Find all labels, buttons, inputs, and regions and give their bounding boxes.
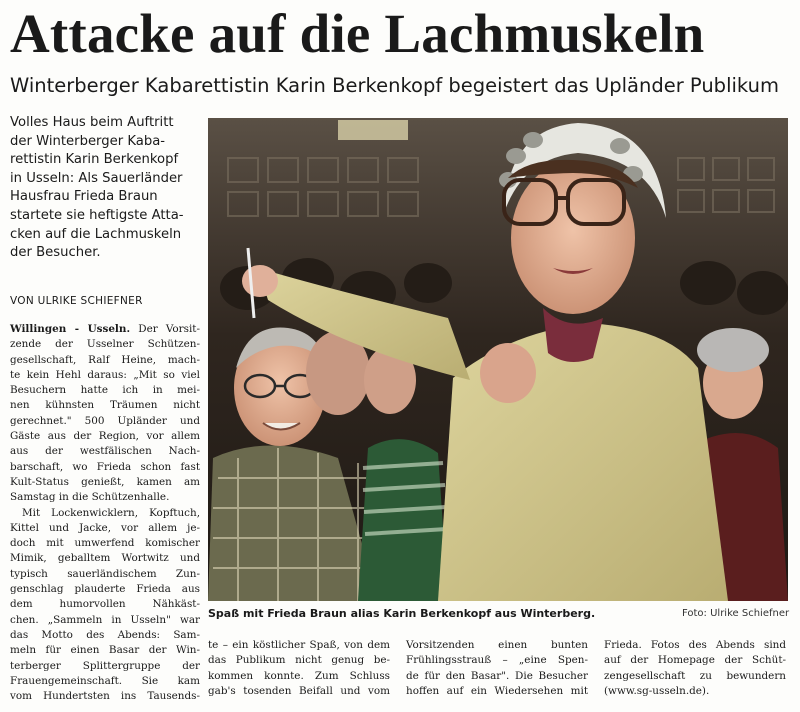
article-column-4: [604, 638, 786, 699]
article-photo: [208, 118, 788, 601]
body-line: gerechnet." 500 Upländer und: [10, 414, 200, 427]
lead-line: startete sie heftigste Atta-: [10, 207, 184, 223]
article-column-2: [208, 638, 390, 699]
body-line: gesellschaft, Ralf Heine, mach-: [10, 353, 200, 366]
lead-line: rettistin Karin Berkenkopf: [10, 152, 179, 168]
lead-line: der Besucher.: [10, 245, 101, 261]
column-line: de für den Basar". Die Besucher: [406, 669, 588, 682]
body-line: doch mit umwerfend komischer: [10, 537, 200, 550]
body-line: Mit Lockenwicklern, Kopftuch,: [22, 506, 200, 519]
subheadline: Winterberger Kabarettistin Karin Berkenkopf begeistert das Upländer Publikum: [10, 74, 779, 97]
body-line: terberger Splittergruppe der: [10, 659, 200, 672]
article-column-3: [406, 638, 588, 699]
column-line: gab's tosenden Beifall und vom: [208, 684, 390, 697]
column-line: Frühlingsstrauß – „eine Spen-: [406, 654, 588, 667]
body-line: te kein Hehl daraus: „Mit so viel: [10, 368, 200, 381]
column-line: te – ein köstlicher Spaß, von dem: [208, 639, 390, 651]
lead-line: Volles Haus beim Auftritt: [10, 115, 174, 130]
photo-credit: Foto: Ulrike Schiefner: [682, 608, 790, 619]
column-line: kommen konnte. Zum Schluss: [208, 669, 390, 682]
headline: Attacke auf die Lachmuskeln: [10, 3, 705, 64]
column-line: das Publikum nicht genug be-: [208, 654, 390, 667]
body-line: Kittel und Jacke, vor allem je-: [10, 521, 200, 534]
body-line: Frauengemeinschaft. Sie kam: [10, 674, 200, 687]
body-line: Kult-Status genießt, kamen am: [10, 475, 200, 488]
lead-line: cken auf die Lachmuskeln: [10, 226, 182, 242]
column-line: zengesellschaft zu bewundern: [604, 669, 786, 682]
lead-paragraph: [10, 114, 200, 263]
body-line: genschlag plauderte Frieda aus: [10, 583, 200, 596]
body-line: Mimik, geballtem Wortwitz und: [10, 552, 200, 565]
body-line: vom Hundertsten ins Tausends-: [10, 690, 200, 703]
column-line: Frieda. Fotos des Abends sind: [604, 639, 786, 651]
body-line: nen kühnsten Träumen nicht: [10, 399, 200, 412]
body-line: dem humorvollen Nähkäst-: [10, 598, 200, 611]
byline: VON ULRIKE SCHIEFNER: [10, 295, 143, 307]
article-body: [10, 322, 200, 704]
lead-line: Hausfrau Frieda Braun: [10, 189, 158, 205]
body-line-text: Der Vorsit-: [130, 323, 200, 335]
body-line: meln für einen Basar der Win-: [10, 644, 200, 657]
column-line: (www.sg-usseln.de).: [604, 684, 710, 697]
body-line: chen. „Sammeln in Usseln" war: [10, 613, 200, 626]
lead-line: der Winterberger Kaba-: [10, 133, 166, 149]
photo-caption: Spaß mit Frieda Braun alias Karin Berkenkopf aus Winterberg.: [208, 607, 596, 620]
body-line: [10, 322, 200, 337]
column-line: hoffen auf ein Wiedersehen mit: [406, 684, 588, 697]
body-line: Gäste aus der Region, vor allem: [10, 430, 200, 443]
body-line: Samstag in die Schützenhalle.: [10, 491, 170, 504]
body-line: barschaft, wo Frieda schon fast: [10, 460, 200, 473]
body-line: zende der Usselner Schützen-: [10, 338, 200, 351]
body-line: aus der westfälischen Nach-: [10, 445, 200, 458]
body-line: das Motto des Abends: Sam-: [10, 628, 200, 641]
body-line: typisch sauerländischem Zun-: [10, 567, 200, 580]
dateline: Willingen - Usseln.: [10, 323, 131, 335]
lead-line: in Usseln: Als Sauerländer: [10, 170, 183, 186]
column-line: Vorsitzenden einen bunten: [406, 639, 588, 651]
body-line: Besuchern hatte ich in mei-: [10, 384, 200, 397]
column-line: auf der Homepage der Schüt-: [604, 654, 786, 667]
